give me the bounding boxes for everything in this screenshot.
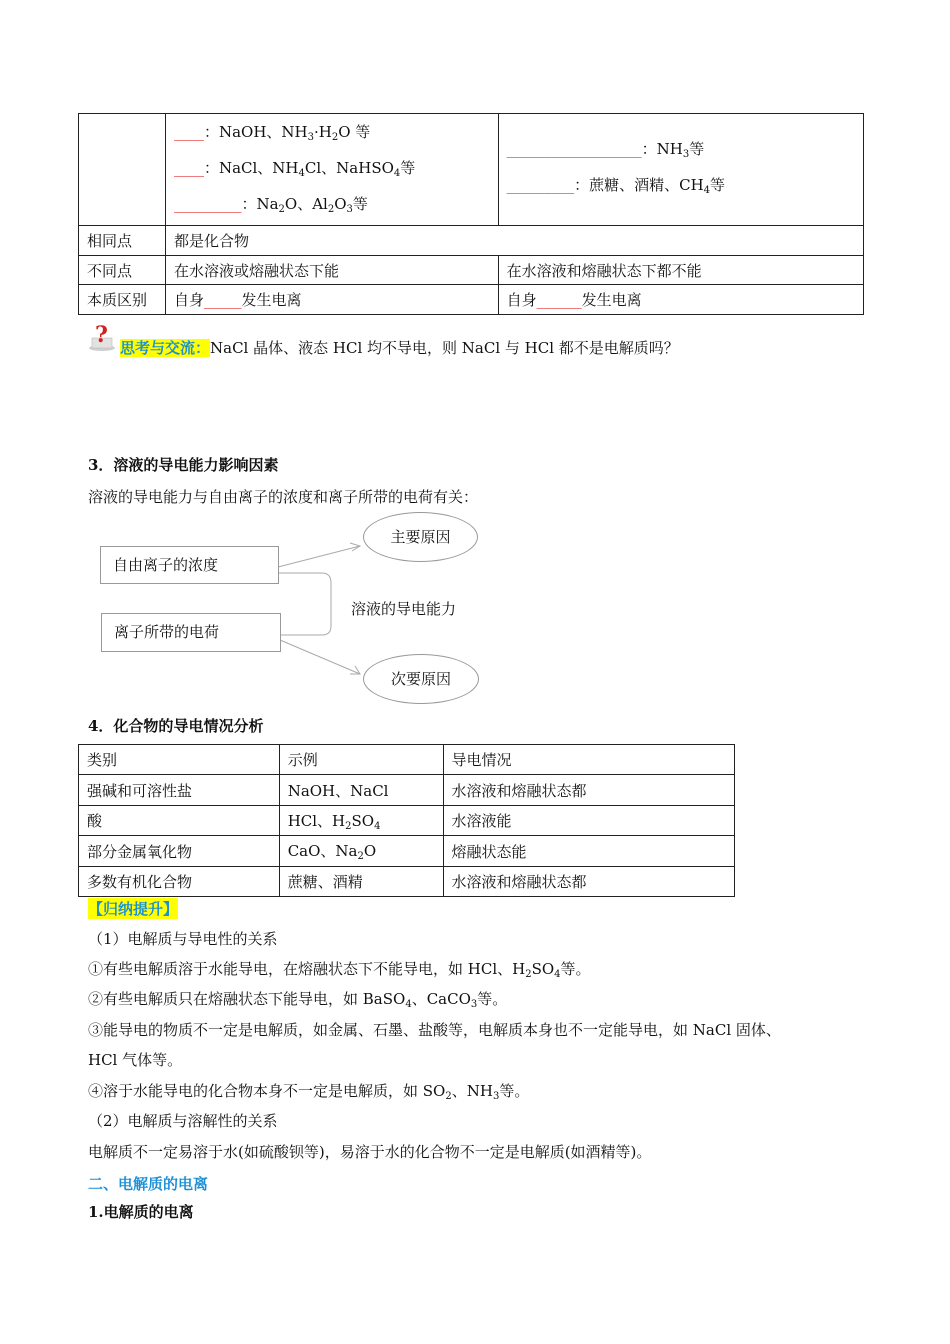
- diff-left: 在水溶液或熔融状态下能: [165, 256, 498, 285]
- summary-p2-text: 电解质不一定易溶于水(如硫酸钡等)，易溶于水的化合物不一定是电解质(如酒精等)。: [88, 1143, 652, 1161]
- summary-p2: （2）电解质与溶解性的关系: [88, 1112, 278, 1130]
- conductivity-label: 溶液的导电能力: [351, 600, 457, 618]
- table-row: [79, 836, 735, 867]
- table-row: [79, 775, 735, 806]
- think-text: NaCl 晶体、液态 HCl 均不导电，则 NaCl 与 HCl 都不是电解质吗？: [210, 339, 679, 357]
- same-point-text: 都是化合物: [165, 226, 863, 256]
- summary-p1: （1）电解质与导电性的关系: [88, 930, 278, 948]
- cell-conductivity: 熔融状态能: [443, 836, 735, 867]
- box-ion-charge: 离子所带的电荷: [101, 613, 281, 652]
- svg-text:?: ?: [95, 322, 108, 348]
- summary-item2: ②有些电解质只在熔融状态下能导电，如 BaSO$_4$、CaCO$_3$等。: [88, 990, 508, 1010]
- essence-left: 自身_____发生电离: [165, 285, 498, 315]
- summary-item1: ①有些电解质溶于水能导电，在熔融状态下不能导电，如 HCl、$H_2SO_4$等。: [88, 960, 591, 980]
- cell-example: 蔗糖、酒精: [279, 867, 443, 897]
- summary-item3-cont: HCl 气体等。: [88, 1051, 183, 1069]
- row-label-same: 相同点: [79, 226, 166, 256]
- table-header-row: [79, 745, 735, 775]
- cell-example: NaOH、NaCl: [279, 775, 443, 806]
- row-label-essence: 本质区别: [79, 285, 166, 315]
- section-two-sub: 1.电解质的电离: [88, 1203, 194, 1221]
- ellipse-main-reason: 主要原因: [363, 512, 478, 562]
- box-ion-concentration: 自由离子的浓度: [100, 546, 279, 584]
- header-category: 类别: [79, 745, 280, 775]
- cell-example: HCl、$H_2SO_4$: [279, 806, 443, 836]
- diff-right: 在水溶液和熔融状态下都不能: [498, 256, 863, 285]
- section4-title: 4．化合物的导电情况分析: [88, 717, 264, 735]
- summary-item4: ④溶于水能导电的化合物本身不一定是电解质，如 $SO_2$、$NH_3$等。: [88, 1082, 530, 1102]
- cell-category: 强碱和可溶性盐: [79, 775, 280, 806]
- think-label: 思考与交流：: [120, 339, 211, 357]
- arrow-main: [278, 546, 360, 567]
- summary-tag: 【归纳提升】: [88, 900, 179, 918]
- cell-conductivity: 水溶液和熔融状态都: [443, 867, 735, 897]
- section-two-heading: 二、电解质的电离: [88, 1175, 209, 1193]
- conductivity-table: [78, 744, 735, 897]
- header-conductivity: 导电情况: [443, 745, 735, 775]
- header-example: 示例: [279, 745, 443, 775]
- ellipse-secondary-reason: 次要原因: [363, 654, 479, 704]
- arrow-secondary: [280, 640, 360, 674]
- table-row: [79, 867, 735, 897]
- cell-category: 部分金属氧化物: [79, 836, 280, 867]
- cell-example: CaO、$Na_2O$: [279, 836, 443, 867]
- cell-category: 酸: [79, 806, 280, 836]
- section3-title: 3．溶液的导电能力影响因素: [88, 456, 279, 474]
- section3-intro: 溶液的导电能力与自由离子的浓度和离子所带的电荷有关：: [88, 488, 479, 506]
- cell-conductivity: 水溶液和熔融状态都: [443, 775, 735, 806]
- summary-item3: ③能导电的物质不一定是电解质，如金属、石墨、盐酸等，电解质本身也不一定能导电，如 NaCl 固体、: [88, 1021, 781, 1039]
- nonelectrolyte-examples-cell: __________________：$NH_3$等 _________：蔗糖、酒精、$CH_4$等: [498, 114, 863, 226]
- table-row: [79, 806, 735, 836]
- brace-connector: [278, 573, 331, 635]
- cell-conductivity: 水溶液能: [443, 806, 735, 836]
- essence-right: 自身______发生电离: [498, 285, 863, 315]
- electrolyte-examples-cell: ____：NaOH、$NH_3\cdot H_2O$ 等 ____：NaCl、$NH_4Cl$、NaHSO$_4$等 _________：$Na_2O$、$Al_2O_3$等: [165, 114, 498, 226]
- cell-category: 多数有机化合物: [79, 867, 280, 897]
- row-label-diff: 不同点: [79, 256, 166, 285]
